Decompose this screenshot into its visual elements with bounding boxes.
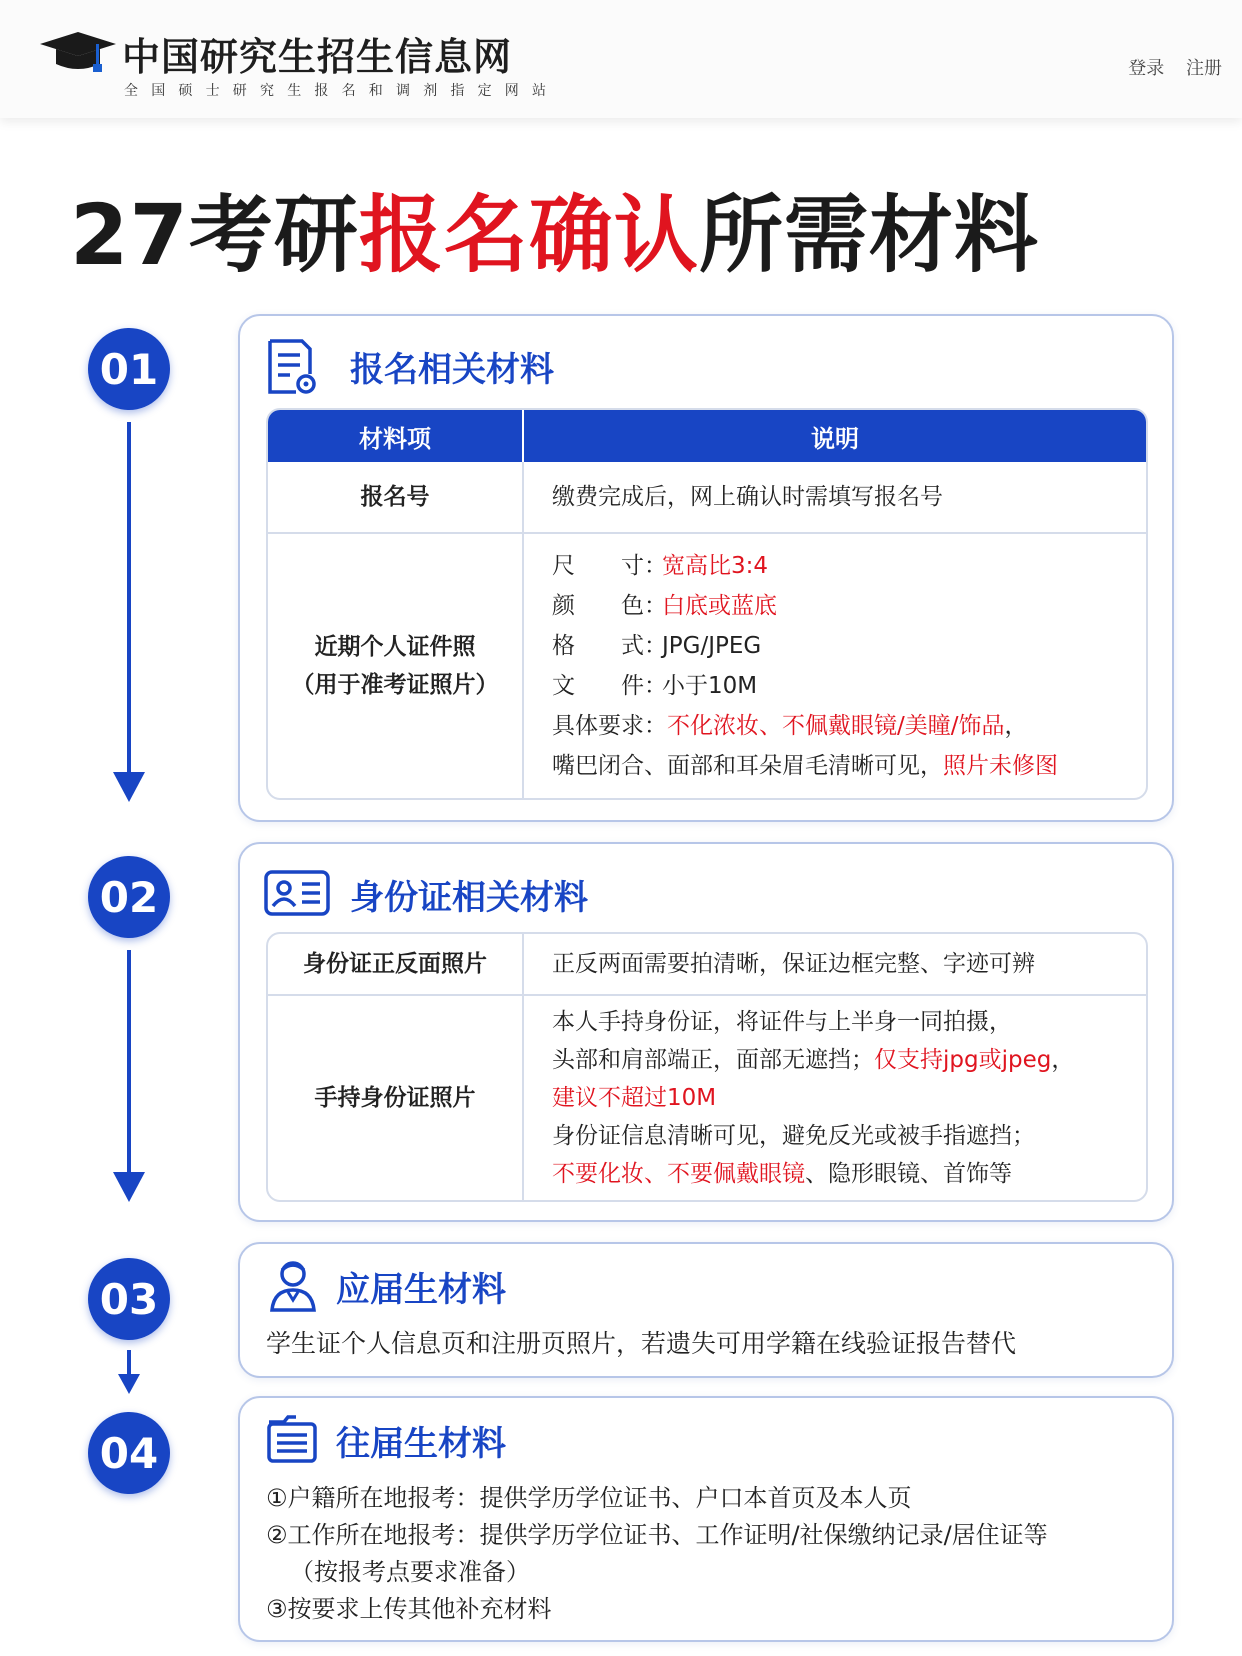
registration-table: [266, 408, 1148, 800]
row-desc: 缴费完成后，网上确认时需填写报名号: [552, 484, 943, 510]
title-highlight: 报名确认: [358, 186, 699, 284]
section-line: ③按要求上传其他补充材料: [266, 1595, 552, 1623]
timeline-line: [127, 1350, 131, 1376]
section-line: ①户籍所在地报考：提供学历学位证书、户口本首页及本人页: [266, 1484, 912, 1512]
row-desc: 本人手持身份证，将证件与上半身一同拍摄， 头部和肩部端正，面部无遮挡；仅支持jpg或jpeg， 建议不超过10M 身份证信息清晰可见，避免反光或被手指遮挡； 不要化妆、不要佩戴眼镜、隐形眼镜、首饰等: [552, 1009, 1075, 1187]
section-registration: [238, 314, 1174, 822]
timeline-line: [127, 422, 131, 782]
site-subtitle: 全国硕士研究生报名和调剂指定网站: [124, 83, 560, 99]
column-header-item: 材料项: [268, 410, 524, 462]
arrow-down-icon: [118, 1374, 140, 1394]
table-row: [268, 462, 1146, 532]
step-number-4: 04: [88, 1412, 170, 1494]
id-card-table: [266, 932, 1148, 1202]
page-title: [70, 168, 1039, 289]
step-number-3: 03: [88, 1258, 170, 1340]
timeline-line: [127, 950, 131, 1182]
student-icon: [268, 1258, 318, 1312]
document-settings-icon: [266, 338, 318, 396]
row-label: 身份证正反面照片: [268, 934, 524, 994]
section-past-graduates: [238, 1396, 1174, 1642]
section-fresh-graduates: [238, 1242, 1174, 1378]
arrow-down-icon: [113, 1172, 145, 1202]
section-line: （按报考点要求准备）: [290, 1558, 530, 1586]
site-header: [0, 0, 1242, 118]
folder-list-icon: [266, 1414, 318, 1464]
column-header-desc: 说明: [811, 424, 859, 453]
arrow-down-icon: [113, 772, 145, 802]
graduation-cap-icon: [38, 30, 118, 76]
section-title: 应届生材料: [336, 1270, 506, 1310]
site-name[interactable]: 中国研究生招生信息网: [122, 34, 513, 79]
register-link[interactable]: 注册: [1186, 58, 1222, 79]
section-text: 学生证个人信息页和注册页照片，若遗失可用学籍在线验证报告替代: [266, 1329, 1017, 1358]
section-id-card: [238, 842, 1174, 1222]
section-title: 报名相关材料: [350, 350, 554, 390]
login-link[interactable]: 登录: [1128, 58, 1165, 79]
row-label: 近期个人证件照 （用于准考证照片）: [268, 534, 524, 798]
auth-links: [1112, 54, 1222, 80]
table-header: [268, 410, 1146, 462]
table-row: [268, 934, 1146, 994]
title-part2: 所需材料: [698, 186, 1039, 284]
row-desc: 尺 寸：宽高比3:4 颜 色：白底或蓝底 格 式：JPG/JPEG 文 件：小于10M 具体要求：不化浓妆、不佩戴眼镜/美瞳/饰品， 嘴巴闭合、面部和耳朵眉毛清晰可见，照片未修图: [552, 553, 1058, 779]
section-line: ②工作所在地报考：提供学历学位证书、工作证明/社保缴纳记录/居住证等: [266, 1521, 1048, 1549]
title-part1: 27考研: [70, 186, 359, 284]
table-row: [268, 994, 1146, 1200]
section-title: 身份证相关材料: [350, 878, 588, 918]
section-title: 往届生材料: [336, 1424, 506, 1464]
row-desc: 正反两面需要拍清晰，保证边框完整、字迹可辨: [552, 951, 1035, 977]
row-label: 报名号: [268, 462, 524, 532]
step-number-1: 01: [88, 328, 170, 410]
step-number-2: 02: [88, 856, 170, 938]
row-label: 手持身份证照片: [268, 996, 524, 1200]
id-card-icon: [264, 870, 330, 916]
table-row: [268, 532, 1146, 798]
